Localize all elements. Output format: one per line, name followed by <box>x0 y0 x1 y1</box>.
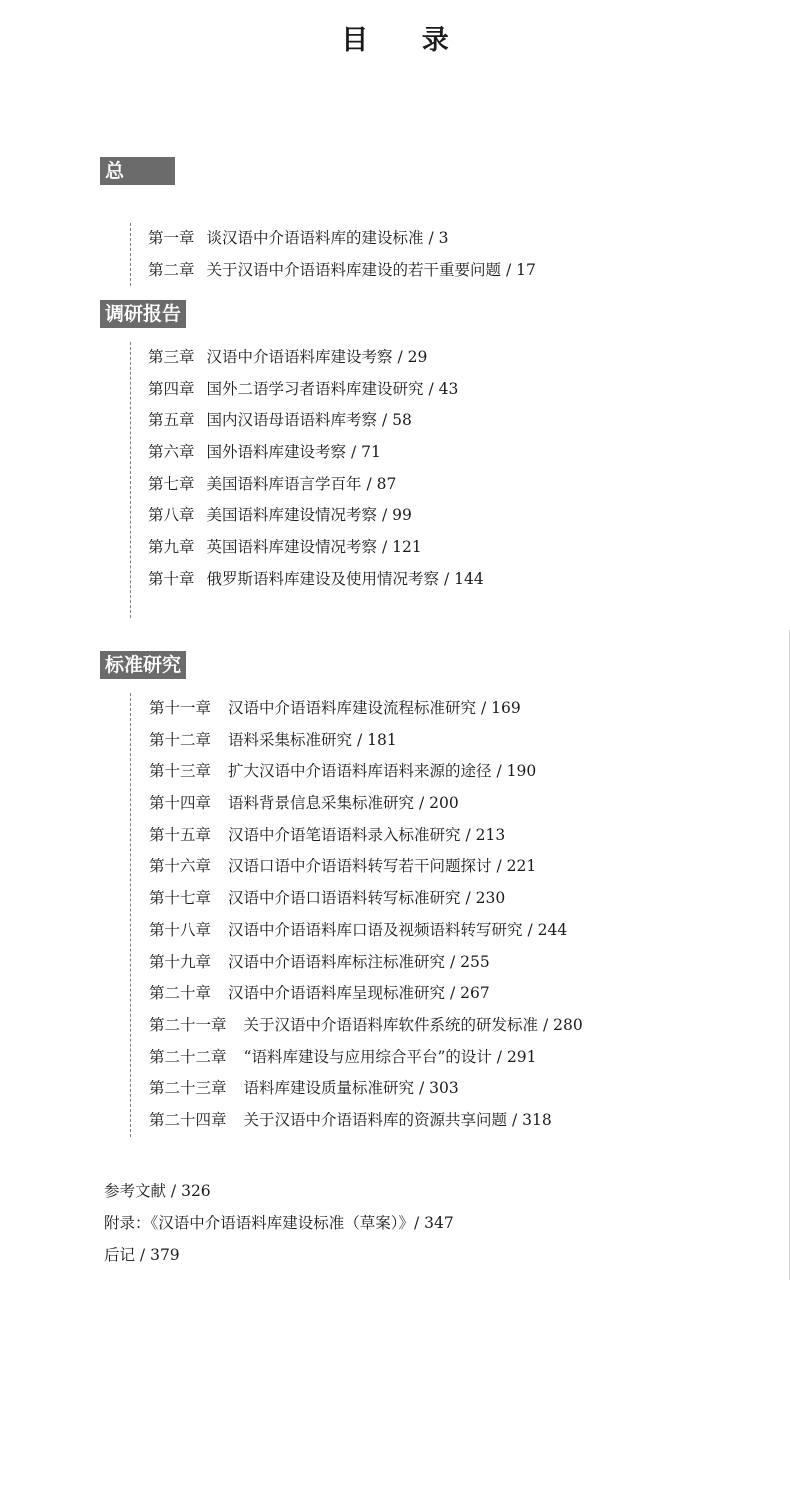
chapter-entry[interactable] <box>149 947 583 979</box>
section-general <box>100 157 536 286</box>
chapter-title: 扩大汉语中介语语料库语料来源的途径 / 190 <box>228 762 537 781</box>
chapter-title: 语料采集标准研究 / 181 <box>228 730 397 749</box>
chapter-entry[interactable] <box>149 978 583 1010</box>
chapter-list <box>130 693 583 1137</box>
section-header: 调研报告 <box>100 300 186 328</box>
chapter-entry[interactable] <box>148 437 484 469</box>
chapter-number: 第十九章 <box>149 952 212 971</box>
chapter-number: 第十章 <box>148 569 195 588</box>
chapter-number: 第六章 <box>148 443 195 462</box>
chapter-entry[interactable] <box>148 532 484 564</box>
chapter-number: 第七章 <box>148 474 195 493</box>
chapter-number: 第一章 <box>148 229 195 247</box>
chapter-number: 第二章 <box>148 260 195 279</box>
chapter-number: 第二十四章 <box>149 1110 227 1129</box>
chapter-entry[interactable] <box>149 1105 583 1137</box>
chapter-title: 汉语口语中介语语料转写若干问题探讨 / 221 <box>228 857 537 876</box>
chapter-entry[interactable] <box>148 223 536 255</box>
chapter-entry[interactable] <box>148 374 484 406</box>
chapter-title: 俄罗斯语料库建设及使用情况考察 / 144 <box>206 569 484 588</box>
chapter-entry[interactable] <box>149 693 583 725</box>
chapter-number: 第十二章 <box>149 730 212 749</box>
chapter-title: 谈汉语中介语语料库的建设标准 / 3 <box>206 229 449 247</box>
chapter-title: 国外二语学习者语料库建设研究 / 43 <box>206 379 459 398</box>
afterword-entry[interactable]: 后记 / 379 <box>104 1246 180 1264</box>
chapter-title: 国外语料库建设考察 / 71 <box>206 443 381 462</box>
chapter-entry[interactable] <box>148 405 484 437</box>
chapter-title: 美国语料库建设情况考察 / 99 <box>206 506 412 525</box>
chapter-title: 关于汉语中介语语料库的资源共享问题 / 318 <box>243 1110 552 1129</box>
chapter-title: 汉语中介语语料库口语及视频语料转写研究 / 244 <box>228 920 568 939</box>
section-standards-research <box>100 651 583 1137</box>
chapter-title: 关于汉语中介语语料库软件系统的研发标准 / 280 <box>243 1015 583 1034</box>
chapter-entry[interactable] <box>149 1073 583 1105</box>
chapter-number: 第十一章 <box>149 699 212 717</box>
chapter-title: “语料库建设与应用综合平台”的设计 / 291 <box>243 1047 537 1066</box>
chapter-entry[interactable] <box>149 725 583 757</box>
chapter-number: 第五章 <box>148 411 195 430</box>
chapter-number: 第三章 <box>148 348 195 366</box>
chapter-entry[interactable] <box>149 915 583 947</box>
section-header: 总 论 <box>100 157 175 185</box>
chapter-number: 第十八章 <box>149 920 212 939</box>
chapter-number: 第十七章 <box>149 889 212 908</box>
chapter-title: 汉语中介语笔语语料录入标准研究 / 213 <box>228 825 506 844</box>
chapter-entry[interactable] <box>148 255 536 287</box>
section-research-reports <box>100 300 484 618</box>
chapter-entry[interactable] <box>148 564 484 596</box>
chapter-entry[interactable] <box>148 469 484 501</box>
chapter-title: 汉语中介语语料库呈现标准研究 / 267 <box>228 984 490 1003</box>
chapter-number: 第二十章 <box>149 984 212 1003</box>
chapter-number: 第十四章 <box>149 794 212 813</box>
chapter-number: 第四章 <box>148 379 195 398</box>
chapter-title: 美国语料库语言学百年 / 87 <box>206 474 397 493</box>
chapter-list <box>130 223 536 286</box>
chapter-number: 第八章 <box>148 506 195 525</box>
references-entry[interactable]: 参考文献 / 326 <box>104 1182 211 1200</box>
chapter-title: 汉语中介语语料库标注标准研究 / 255 <box>228 952 490 971</box>
page-title: 目 录 <box>341 25 471 56</box>
chapter-title: 语料库建设质量标准研究 / 303 <box>243 1079 459 1098</box>
chapter-title: 汉语中介语语料库建设流程标准研究 / 169 <box>228 699 521 717</box>
chapter-number: 第二十二章 <box>149 1047 227 1066</box>
chapter-title: 语料背景信息采集标准研究 / 200 <box>228 794 459 813</box>
chapter-entry[interactable] <box>148 342 484 374</box>
back-matter <box>104 1175 454 1271</box>
chapter-entry[interactable] <box>149 756 583 788</box>
chapter-number: 第二十三章 <box>149 1079 227 1098</box>
chapter-entry[interactable] <box>149 820 583 852</box>
chapter-entry[interactable] <box>149 1010 583 1042</box>
chapter-number: 第十三章 <box>149 762 212 781</box>
chapter-title: 国内汉语母语语料库考察 / 58 <box>206 411 412 430</box>
chapter-entry[interactable] <box>149 1042 583 1074</box>
chapter-entry[interactable] <box>149 851 583 883</box>
chapter-list <box>130 342 484 618</box>
chapter-title: 汉语中介语口语语料转写标准研究 / 230 <box>228 889 506 908</box>
chapter-number: 第二十一章 <box>149 1015 227 1034</box>
appendix-entry[interactable]: 附录：《汉语中介语语料库建设标准（草案）》/ 347 <box>104 1214 454 1232</box>
chapter-title: 英国语料库建设情况考察 / 121 <box>206 538 422 557</box>
chapter-title: 汉语中介语语料库建设考察 / 29 <box>206 348 428 366</box>
chapter-number: 第九章 <box>148 538 195 557</box>
chapter-entry[interactable] <box>148 500 484 532</box>
chapter-title: 关于汉语中介语语料库建设的若干重要问题 / 17 <box>206 260 536 279</box>
section-header: 标准研究 <box>100 651 186 679</box>
chapter-entry[interactable] <box>149 788 583 820</box>
chapter-number: 第十五章 <box>149 825 212 844</box>
chapter-number: 第十六章 <box>149 857 212 876</box>
chapter-entry[interactable] <box>149 883 583 915</box>
